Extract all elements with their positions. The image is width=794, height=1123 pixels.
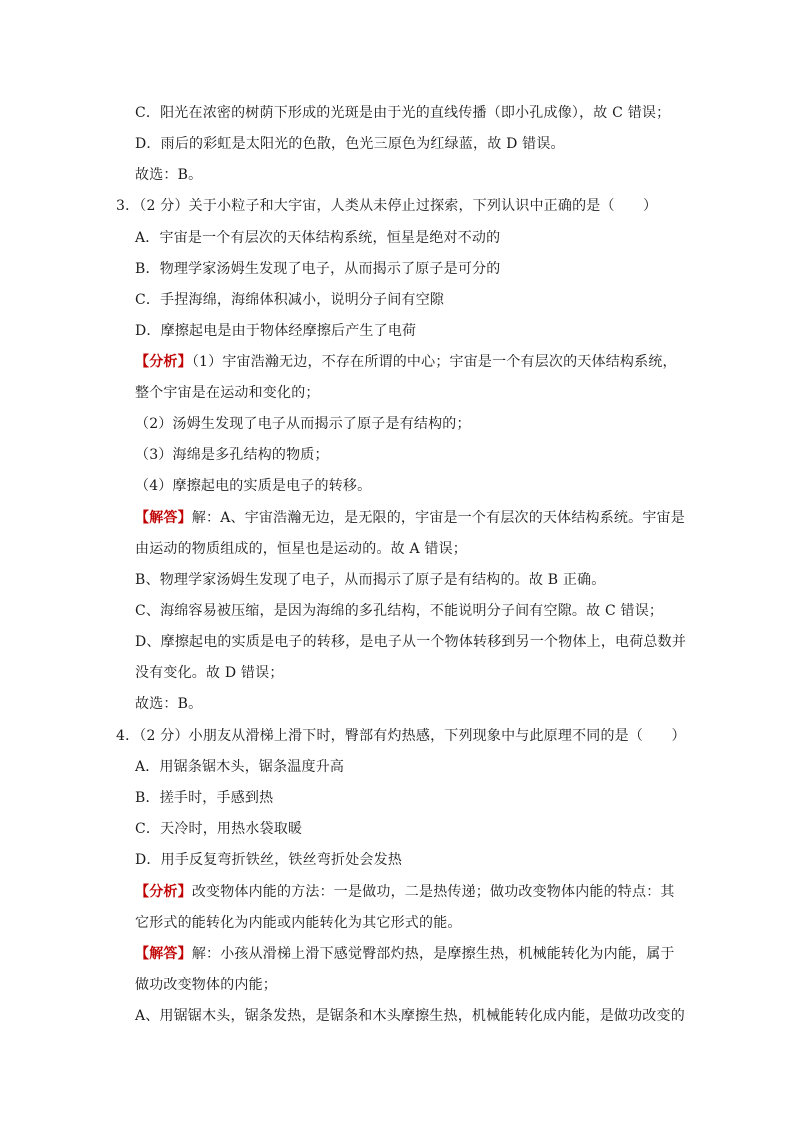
q3-solution-line-6: 没有变化。故 D 错误； [135,665,284,681]
q3-analysis-line-5: （4）摩擦起电的实质是电子的转移。 [135,478,372,494]
q3-solution-tag: 【解答】 [135,510,192,526]
q4-option-c: C．天冷时，用热水袋取暖 [135,821,303,837]
q2-option-c-explanation: C．阳光在浓密的树荫下形成的光斑是由于光的直线传播（即小孔成像），故 C 错误； [135,105,671,121]
q4-analysis-line-1: 【分析】改变物体内能的方法：一是做功，二是热传递；做功改变物体内能的特点：其 [135,884,675,900]
q4-option-a: A．用锯条锯木头，锯条温度升高 [135,759,345,775]
q3-solution-line-1: 【解答】解：A、宇宙浩瀚无边，是无限的，宇宙是一个有层次的天体结构系统。宇宙是 [135,510,685,526]
q2-answer: 故选：B。 [135,167,203,183]
q3-option-d: D．摩擦起电是由于物体经摩擦后产生了电荷 [135,323,417,339]
q4-analysis-line-2: 它形式的能转化为内能或内能转化为其它形式的能。 [135,915,462,931]
q3-analysis-tag: 【分析】 [135,354,192,370]
q3-answer: 故选：B。 [135,696,203,712]
q4-option-b: B．搓手时，手感到热 [135,790,274,806]
q3-solution-line-4: C、海绵容易被压缩，是因为海绵的多孔结构，不能说明分子间有空隙。故 C 错误； [135,603,664,619]
q4-option-d: D．用手反复弯折铁丝，铁丝弯折处会发热 [135,852,403,868]
q2-option-d-explanation: D．雨后的彩虹是太阳光的色散，色光三原色为红绿蓝，故 D 错误。 [135,136,565,152]
q3-option-b: B．物理学家汤姆生发现了电子，从而揭示了原子是可分的 [135,261,501,277]
q3-analysis-line-1: 【分析】（1）宇宙浩瀚无边，不存在所谓的中心；宇宙是一个有层次的天体结构系统， [135,354,677,370]
q3-option-a: A．宇宙是一个有层次的天体结构系统，恒星是绝对不动的 [135,230,501,246]
q3-stem: 3．（2 分）关于小粒子和大宇宙，人类从未停止过探索，下列认识中正确的是（ ） [116,198,658,214]
q4-solution-line-1: 【解答】解：小孩从滑梯上滑下感觉臀部灼热，是摩擦生热，机械能转化为内能，属于 [135,946,675,962]
q3-solution-line-5: D、摩擦起电的实质是电子的转移，是电子从一个物体转移到另一个物体上，电荷总数并 [135,634,687,650]
q4-solution-line-2: 做功改变物体的内能； [135,977,277,993]
q3-analysis-line-4: （3）海绵是多孔结构的物质； [135,447,329,463]
q3-analysis-line-3: （2）汤姆生发现了电子从而揭示了原子是有结构的； [135,416,471,432]
q4-stem: 4．（2 分）小朋友从滑梯上滑下时，臀部有灼热感，下列现象中与此原理不同的是（ ） [116,728,686,744]
q3-solution-line-3: B、物理学家汤姆生发现了电子，从而揭示了原子是有结构的。故 B 正确。 [135,572,606,588]
q3-analysis-line-2: 整个宇宙是在运动和变化的； [135,385,320,401]
q3-solution-line-2: 由运动的物质组成的，恒星也是运动的。故 A 错误； [135,541,468,557]
q3-option-c: C．手捏海绵，海绵体积减小，说明分子间有空隙 [135,292,445,308]
q4-analysis-tag: 【分析】 [135,884,192,900]
q4-solution-tag: 【解答】 [135,946,192,962]
q4-solution-line-3: A、用锯锯木头，锯条发热，是锯条和木头摩擦生热，机械能转化成内能，是做功改变的 [135,1008,685,1024]
